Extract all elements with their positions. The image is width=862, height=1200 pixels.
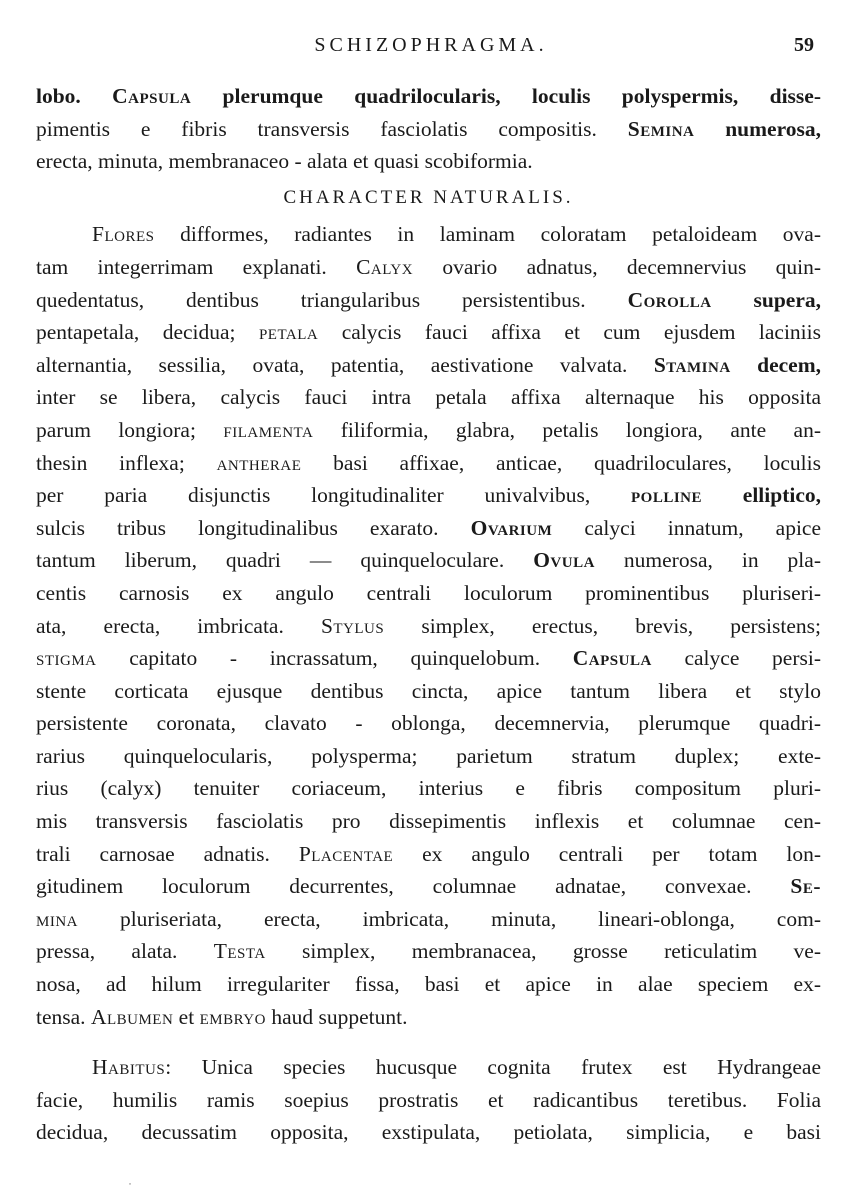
- text-line: [36, 251, 821, 284]
- line-segment: difformes, radiantes in laminam coloratam petaloideam ova-: [154, 222, 821, 247]
- text-line: [36, 838, 821, 871]
- line-segment: numerosa, in pla-: [594, 548, 821, 573]
- small-caps-term: Ovarium: [470, 515, 553, 540]
- line-segment: calycis fauci affixa et cum ejusdem laciniis: [318, 320, 821, 345]
- small-caps-term: Ovula: [533, 548, 595, 573]
- line-segment: quedentatus, dentibus triangularibus persistentibus.: [36, 287, 628, 312]
- line-segment: parum longiora;: [36, 417, 224, 442]
- line-segment: capitato - incrassatum, quinquelobum.: [96, 646, 573, 671]
- line-segment: trali carnosae adnatis.: [36, 841, 299, 866]
- text-line: [36, 414, 821, 447]
- line-segment: calyci innatum, apice: [552, 515, 821, 540]
- text-line: [36, 1001, 821, 1034]
- line-segment: nosa, ad hilum irregulariter fissa, basi et apice in alae speciem ex-: [36, 972, 821, 997]
- small-caps-term: Stylus: [320, 613, 385, 638]
- page-number: 59: [794, 34, 814, 56]
- small-caps-term: Semina: [627, 116, 695, 141]
- text-line: [36, 544, 821, 577]
- small-caps-term: Se-: [790, 874, 821, 899]
- line-segment: plerumque quadrilocularis, loculis polyspermis, disse-: [191, 84, 821, 108]
- line-segment: pluriseriata, erecta, imbricata, minuta, lineari-oblonga, com-: [78, 906, 821, 931]
- line-segment: basi affixae, anticae, quadriloculares, loculis: [301, 450, 821, 475]
- line-segment: calyce persi-: [651, 646, 821, 671]
- line-segment: inter se libera, calycis fauci intra petala affixa alternaque his opposita: [36, 385, 821, 410]
- line-segment: centis carnosis ex angulo centrali loculorum prominentibus pluriseri-: [36, 580, 821, 605]
- text-line: [36, 707, 821, 740]
- line-segment: haud suppetunt.: [265, 1004, 408, 1029]
- line-segment: : Unica species hucusque cognita frutex est Hydrangeae: [165, 1055, 821, 1080]
- text-line: [36, 479, 821, 512]
- paragraph-gap: [36, 1033, 821, 1051]
- text-line: [36, 447, 821, 480]
- text-line: [36, 903, 821, 936]
- line-segment: pimentis e fibris transversis fasciolatis compositis.: [36, 116, 628, 141]
- small-caps-term: Capsula: [112, 84, 192, 108]
- text-line: [36, 675, 821, 708]
- body-text: [36, 80, 821, 1149]
- small-caps-term: Flores: [92, 222, 155, 247]
- line-segment: tam integerrimam explanati.: [36, 254, 357, 279]
- small-caps-term: mina: [36, 906, 78, 931]
- text-line: [36, 642, 821, 675]
- line-segment: alternantia, sessilia, ovata, patentia, aestivatione valvata.: [36, 352, 654, 377]
- text-line: [36, 1051, 821, 1084]
- text-line: [36, 284, 821, 317]
- text-line: [36, 870, 821, 903]
- text-line: [36, 349, 821, 382]
- text-line: [36, 145, 821, 178]
- line-segment: simplex, erectus, brevis, persistens;: [384, 613, 821, 638]
- line-segment: simplex, membranacea, grosse reticulatim ve-: [265, 939, 821, 964]
- line-segment: persistente coronata, clavato - oblonga, decemnervia, plerumque quadri-: [36, 711, 821, 736]
- line-segment: tensa.: [36, 1004, 91, 1029]
- small-caps-term: Calyx: [356, 254, 414, 279]
- line-segment: gitudinem loculorum decurrentes, columnae adnatae, convexae.: [36, 874, 791, 899]
- text-line: [36, 610, 821, 643]
- small-caps-term: antherae: [216, 450, 302, 475]
- small-caps-term: Placentae: [298, 841, 394, 866]
- line-segment: et: [173, 1004, 200, 1029]
- text-line: [36, 740, 821, 773]
- running-title: SCHIZOPHRAGMA.: [314, 34, 548, 56]
- text-line: [36, 381, 821, 414]
- line-segment: decem,: [730, 352, 821, 377]
- text-line: [36, 113, 821, 146]
- small-caps-term: Habitus: [92, 1055, 166, 1080]
- line-segment: ex angulo centrali per totam lon-: [393, 841, 821, 866]
- text-line: [36, 1084, 821, 1117]
- small-caps-term: Capsula: [572, 646, 652, 671]
- line-segment: lobo.: [36, 84, 113, 108]
- text-line: [36, 935, 821, 968]
- line-segment: per paria disjunctis longitudinaliter univalvibus,: [36, 483, 631, 508]
- small-caps-term: polline: [630, 483, 702, 508]
- section-heading: CHARACTER NATURALIS.: [283, 186, 574, 208]
- line-segment: thesin inflexa;: [36, 450, 217, 475]
- line-segment: erecta, minuta, membranaceo - alata et quasi scobiformia.: [36, 149, 533, 174]
- text-line: [36, 512, 821, 545]
- small-caps-term: Testa: [213, 939, 266, 964]
- small-caps-term: petala: [258, 320, 319, 345]
- line-segment: rarius quinquelocularis, polysperma; parietum stratum duplex; exte-: [36, 743, 821, 768]
- text-line: [36, 577, 821, 610]
- text-line: [36, 316, 821, 349]
- line-segment: elliptico,: [702, 483, 821, 508]
- line-segment: stente corticata ejusque dentibus cincta, apice tantum libera et stylo: [36, 678, 821, 703]
- line-segment: numerosa,: [694, 116, 821, 141]
- small-caps-term: Stamina: [653, 352, 731, 377]
- small-caps-term: Corolla: [627, 287, 712, 312]
- print-speck: ˙: [128, 1180, 132, 1194]
- line-segment: pentapetala, decidua;: [36, 320, 259, 345]
- line-segment: facie, humilis ramis soepius prostratis et radicantibus teretibus. Folia: [36, 1087, 821, 1112]
- line-segment: filiformia, glabra, petalis longiora, ante an-: [313, 417, 821, 442]
- text-line: [36, 80, 821, 113]
- line-segment: ovario adnatus, decemnervius quin-: [413, 254, 821, 279]
- line-segment: supera,: [711, 287, 821, 312]
- text-line: [36, 968, 821, 1001]
- line-segment: ata, erecta, imbricata.: [36, 613, 321, 638]
- line-segment: tantum liberum, quadri — quinqueloculare.: [36, 548, 534, 573]
- small-caps-term: embryo: [199, 1004, 266, 1029]
- small-caps-term: stigma: [36, 646, 97, 671]
- text-line: [36, 1116, 821, 1149]
- small-caps-term: Albumen: [90, 1004, 174, 1029]
- text-line: [36, 805, 821, 838]
- line-segment: decidua, decussatim opposita, exstipulata, petiolata, simplicia, e basi: [36, 1120, 821, 1145]
- line-segment: rius (calyx) tenuiter coriaceum, interius e fibris compositum pluri-: [36, 776, 821, 801]
- line-segment: mis transversis fasciolatis pro dissepimentis inflexis et columnae cen-: [36, 809, 821, 834]
- text-line: [36, 772, 821, 805]
- small-caps-term: filamenta: [223, 417, 314, 442]
- line-segment: sulcis tribus longitudinalibus exarato.: [36, 515, 471, 540]
- text-line: [36, 218, 821, 251]
- line-segment: pressa, alata.: [36, 939, 214, 964]
- running-head: [0, 30, 862, 60]
